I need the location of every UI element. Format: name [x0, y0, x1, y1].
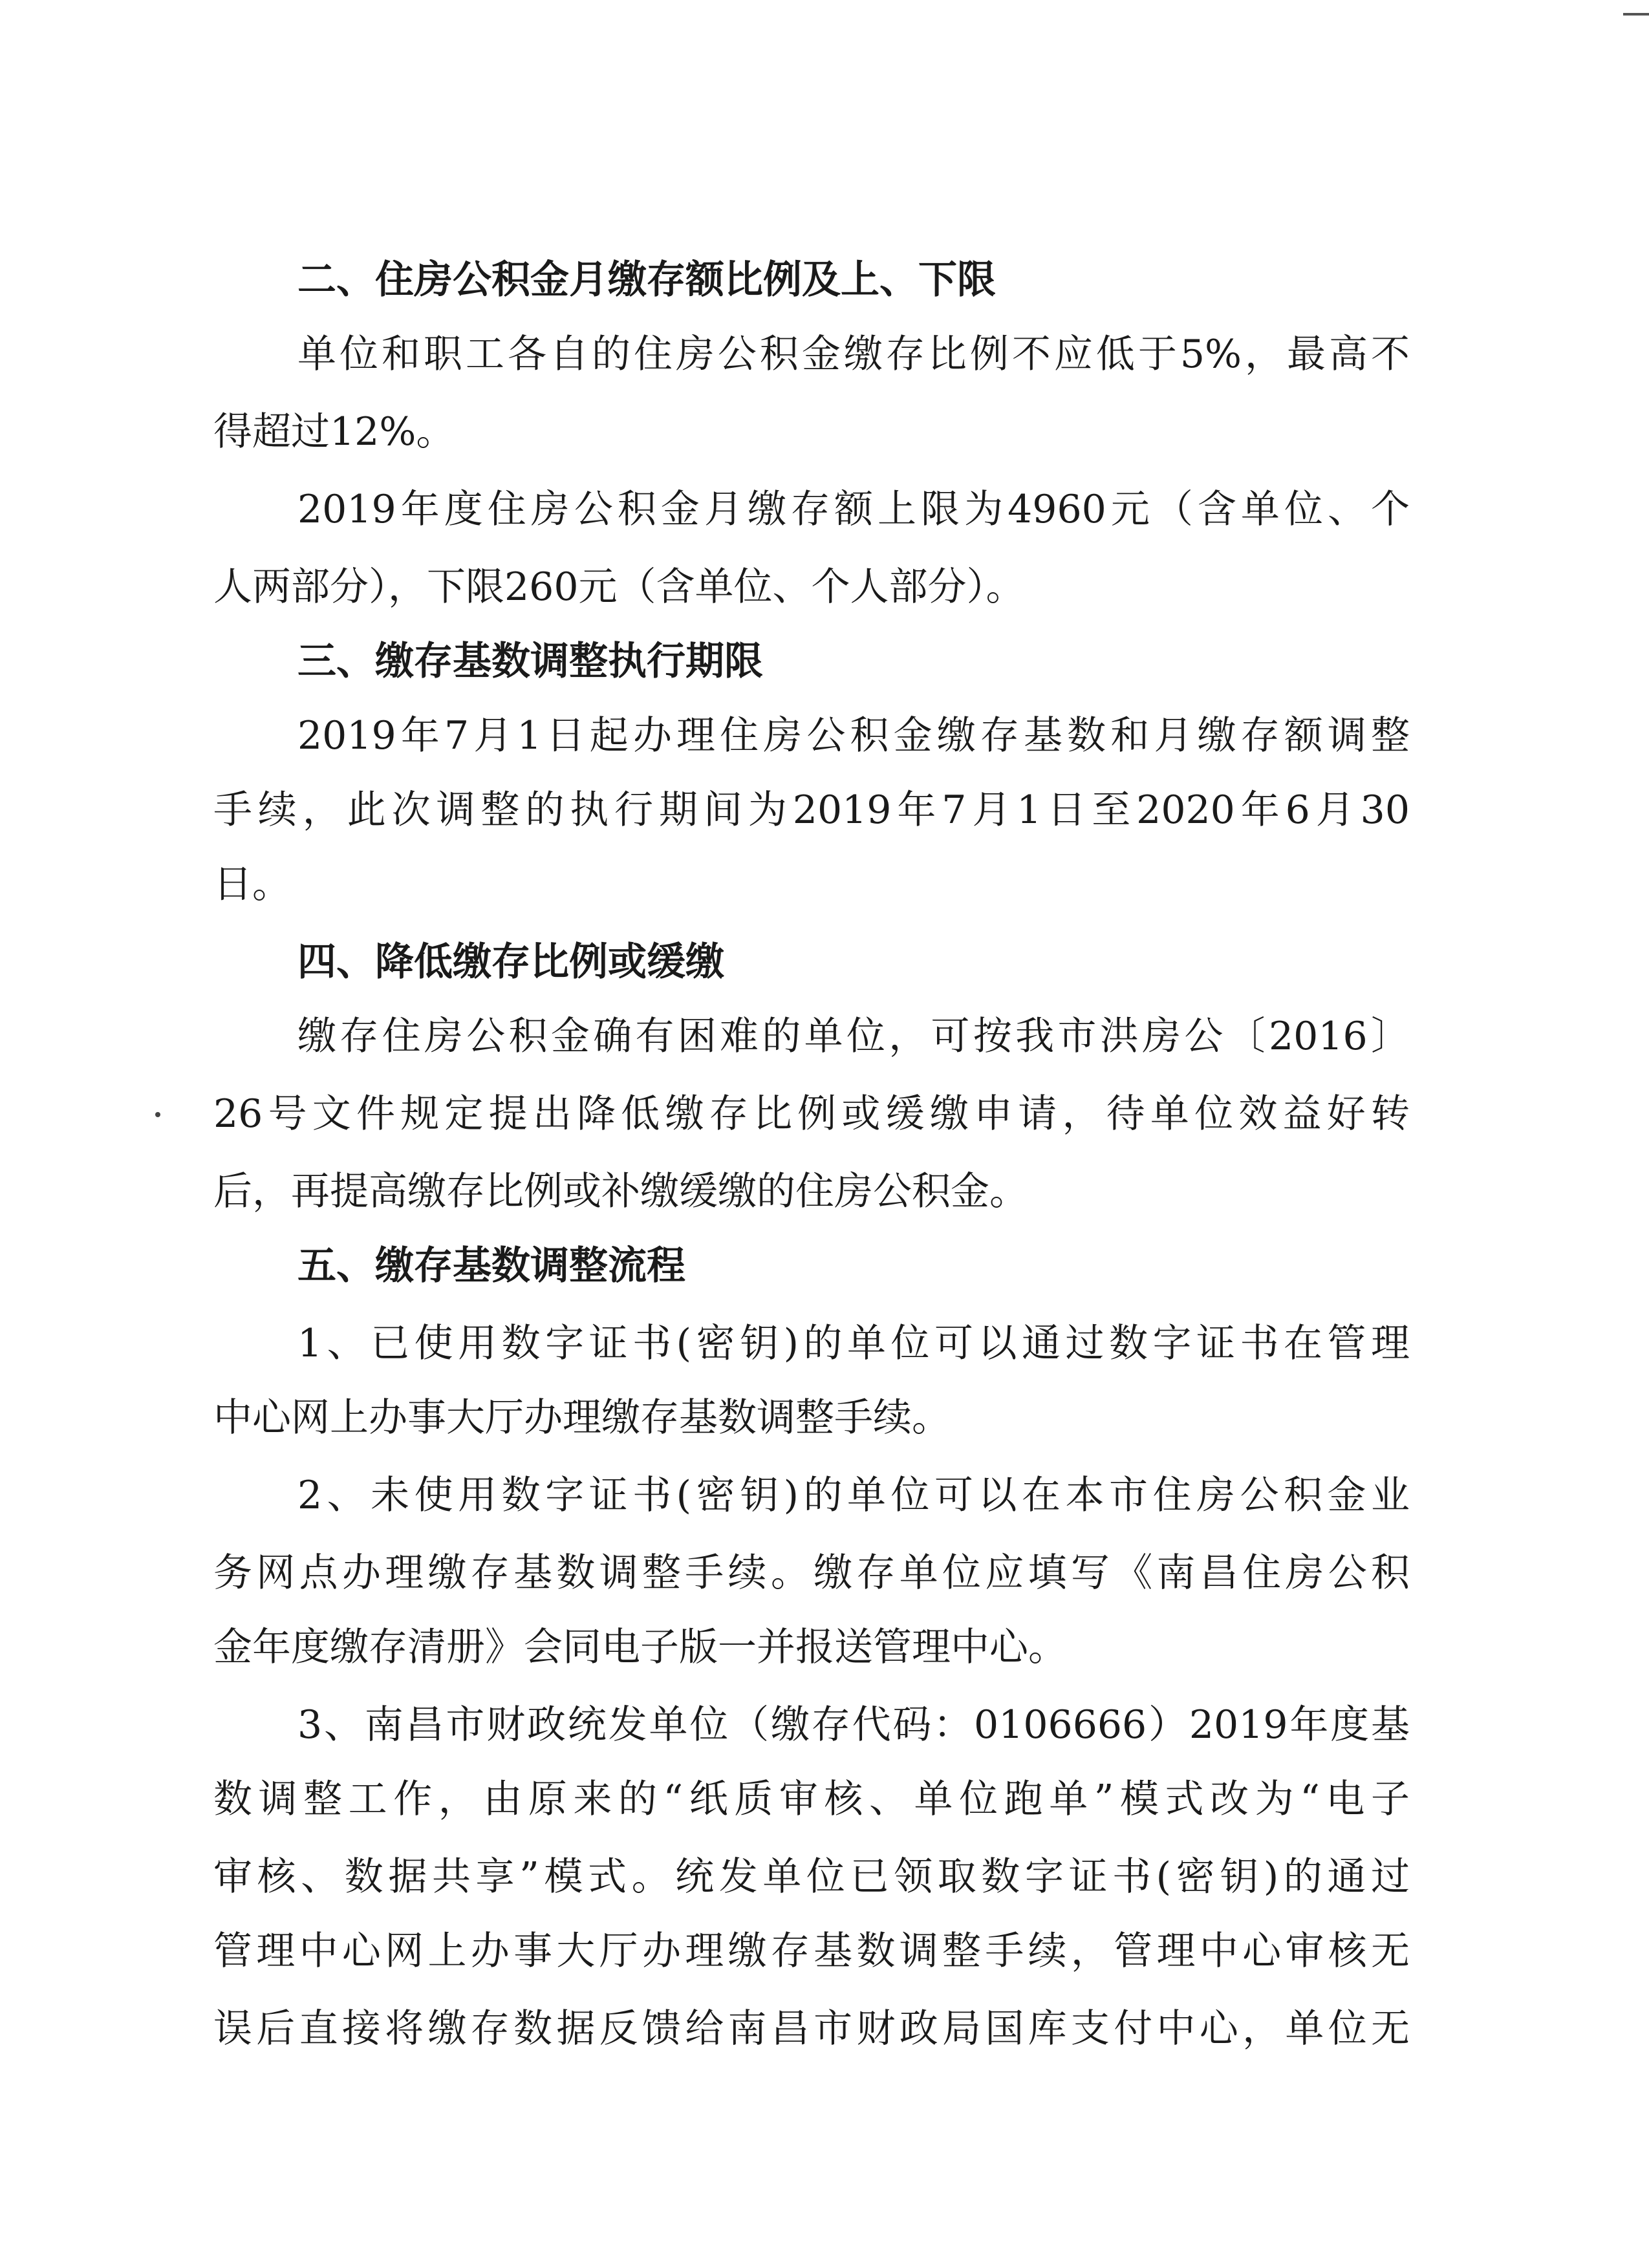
paragraph-line: 1、已使用数字证书(密钥)的单位可以通过数字证书在管理 — [297, 1321, 1410, 1366]
section-heading: 三、缴存基数调整执行期限 — [297, 639, 763, 684]
paragraph-line: 2、未使用数字证书(密钥)的单位可以在本市住房公积金业 — [297, 1473, 1410, 1518]
paragraph-line: 手续，此次调整的执行期间为2019年7月1日至2020年6月30 — [213, 787, 1410, 833]
paragraph-line: 缴存住房公积金确有困难的单位，可按我市洪房公〔2016〕 — [297, 1014, 1410, 1059]
section-heading: 五、缴存基数调整流程 — [297, 1243, 685, 1289]
paragraph-line: 金年度缴存清册》会同电子版一并报送管理中心。 — [213, 1625, 1067, 1670]
paragraph-line: 日。 — [213, 862, 291, 907]
paragraph-line: 务网点办理缴存基数调整手续。缴存单位应填写《南昌住房公积 — [213, 1550, 1410, 1596]
paragraph-line: 数调整工作，由原来的“纸质审核、单位跑单”模式改为“电子 — [213, 1777, 1410, 1822]
paragraph-line: 管理中心网上办事大厅办理缴存基数调整手续，管理中心审核无 — [213, 1929, 1410, 1974]
paragraph-line: 2019年度住房公积金月缴存额上限为4960元（含单位、个 — [297, 487, 1410, 532]
paragraph-line: 人两部分），下限260元（含单位、个人部分）。 — [213, 564, 1025, 610]
paragraph-line: 26号文件规定提出降低缴存比例或缓缴申请，待单位效益好转 — [213, 1091, 1410, 1137]
paragraph-line: 中心网上办事大厅办理缴存基数调整手续。 — [213, 1395, 951, 1440]
paragraph-line: 审核、数据共享”模式。统发单位已领取数字证书(密钥)的通过 — [213, 1854, 1410, 1899]
paragraph-line: 2019年7月1日起办理住房公积金缴存基数和月缴存额调整 — [297, 713, 1410, 758]
scan-edge-mark — [1623, 13, 1649, 16]
paragraph-line: 单位和职工各自的住房公积金缴存比例不应低于5%，最高不 — [297, 332, 1410, 377]
paragraph-line: 误后直接将缴存数据反馈给南昌市财政局国库支付中心，单位无 — [213, 2006, 1410, 2051]
paragraph-line: 后，再提高缴存比例或补缴缓缴的住房公积金。 — [213, 1169, 1028, 1214]
section-heading: 二、住房公积金月缴存额比例及上、下限 — [297, 257, 996, 303]
paragraph-line: 得超过12%。 — [213, 409, 455, 455]
scan-speck — [155, 1112, 160, 1117]
section-heading: 四、降低缴存比例或缓缴 — [297, 939, 724, 985]
paragraph-line: 3、南昌市财政统发单位（缴存代码：0106666）2019年度基 — [297, 1702, 1410, 1748]
